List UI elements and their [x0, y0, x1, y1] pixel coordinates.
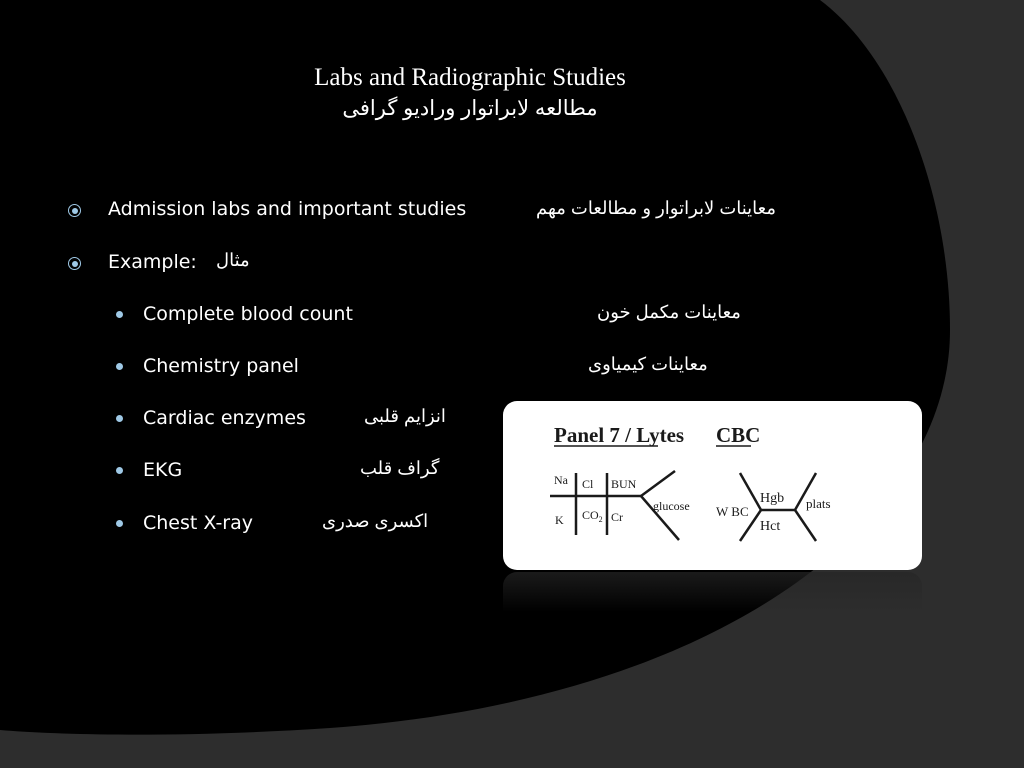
- cbc-heading: CBC: [716, 423, 761, 447]
- sub-bullet-dot-icon: [116, 520, 123, 527]
- sub-bullet-dot-icon: [116, 467, 123, 474]
- panel-reflection: [503, 572, 922, 612]
- na-label: Na: [554, 473, 568, 487]
- bullet-circle-icon: [68, 257, 81, 270]
- bun-label: BUN: [611, 477, 637, 491]
- sub-bullet-complete-blood-count-persian: معاینات مکمل خون: [597, 302, 741, 322]
- cl-label: Cl: [582, 477, 594, 491]
- sub-bullet-dot-icon: [116, 311, 123, 318]
- lab-diagram-panel: [503, 401, 922, 570]
- sub-bullet-chest-x-ray-persian: اکسری صدری: [322, 511, 429, 531]
- sub-bullet-ekg: EKG: [143, 459, 183, 481]
- panel-7-lytes-heading: Panel 7 / Lytes: [554, 423, 685, 447]
- sub-bullet-cardiac-enzymes-persian: انزایم قلبی: [364, 406, 446, 426]
- bullet-admission-labs-persian: معاینات لابراتوار و مطالعات مهم: [536, 198, 776, 218]
- bullet-example: Example:: [108, 251, 197, 273]
- plats-label: plats: [806, 496, 831, 511]
- co2-label: $CO_2$: [582, 508, 603, 524]
- bullet-admission-labs: Admission labs and important studies: [108, 198, 467, 220]
- wbc-label: W BC: [716, 504, 749, 519]
- glucose-label: glucose: [653, 499, 690, 513]
- slide-title-persian: مطالعه لابراتوار ورادیو گرافی: [342, 97, 598, 120]
- sub-bullet-chemistry-panel-persian: معاینات کیمیاوی: [588, 354, 708, 374]
- fishbone-lab-diagram: [503, 401, 922, 570]
- hgb-label: Hgb: [760, 491, 785, 506]
- sub-bullet-complete-blood-count: Complete blood count: [143, 303, 353, 325]
- sub-bullet-dot-icon: [116, 415, 123, 422]
- sub-bullet-chest-x-ray: Chest X-ray: [143, 512, 254, 534]
- sub-bullet-chemistry-panel: Chemistry panel: [143, 355, 299, 377]
- cr-label: Cr: [611, 510, 623, 524]
- slide-title-english: Labs and Radiographic Studies: [314, 64, 626, 91]
- bullet-circle-icon: [68, 204, 81, 217]
- bullet-example-persian: مثال: [216, 250, 250, 270]
- k-label: K: [555, 513, 564, 527]
- hct-label: Hct: [760, 519, 781, 534]
- sub-bullet-cardiac-enzymes: Cardiac enzymes: [143, 407, 306, 429]
- sub-bullet-dot-icon: [116, 363, 123, 370]
- sub-bullet-ekg-persian: گراف قلب: [360, 458, 440, 478]
